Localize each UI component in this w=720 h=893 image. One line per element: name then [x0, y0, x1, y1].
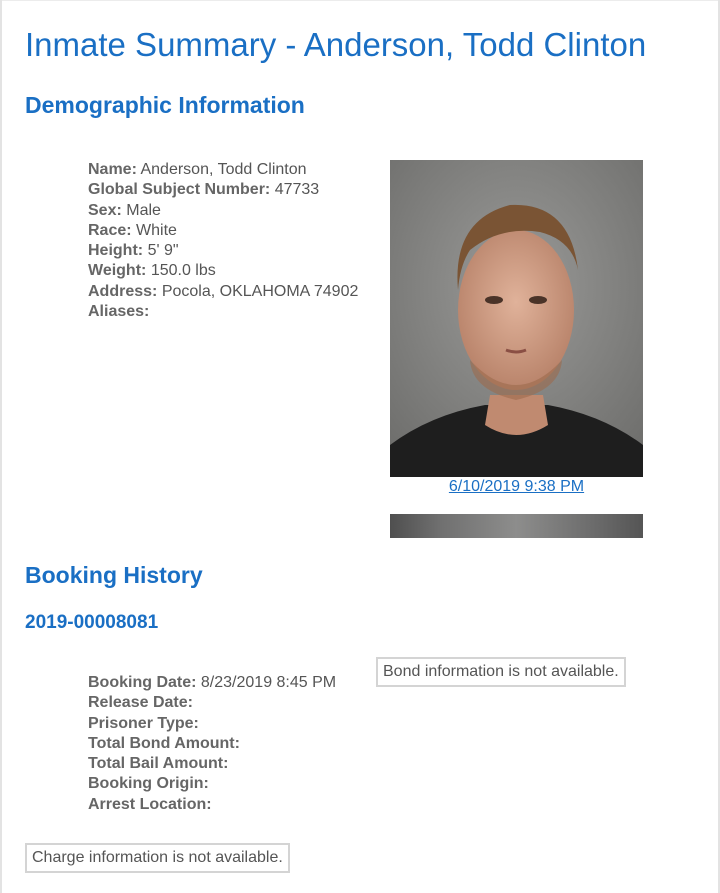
field-label: Arrest Location:: [88, 795, 212, 813]
field-value: 8/23/2019 8:45 PM: [200, 674, 337, 691]
field-value: White: [136, 221, 177, 239]
field-label: Height:: [88, 242, 144, 260]
mugshot-photo[interactable]: [390, 160, 643, 477]
field-release-date: [88, 693, 336, 713]
field-label: Prisoner Type:: [88, 714, 199, 732]
field-booking-date: [88, 673, 336, 693]
field-value: 47733: [274, 181, 320, 199]
field-booking-origin: [88, 774, 336, 794]
bond-info-box: Bond information is not available.: [376, 657, 626, 687]
field-label: Total Bail Amount:: [88, 755, 229, 773]
field-label: Booking Origin:: [88, 775, 209, 793]
field-height: [88, 241, 358, 261]
field-value: 150.0 lbs: [150, 262, 216, 280]
photo-date-link[interactable]: 6/10/2019 9:38 PM: [448, 478, 585, 495]
field-address: [88, 282, 358, 302]
demographic-fields: [88, 160, 358, 322]
booking-history-heading: Booking History: [25, 562, 203, 588]
field-prisoner-type: [88, 714, 336, 734]
field-value: 5' 9": [147, 242, 179, 260]
booking-fields: [88, 673, 336, 815]
field-total-bail-amount: [88, 754, 336, 774]
field-label: Total Bond Amount:: [88, 734, 240, 752]
field-total-bond-amount: [88, 734, 336, 754]
charge-info-box: Charge information is not available.: [25, 843, 290, 873]
page-title: Inmate Summary - Anderson, Todd Clinton: [25, 26, 647, 63]
field-value: Male: [126, 201, 161, 219]
demographic-heading: Demographic Information: [25, 92, 305, 118]
field-aliases: [88, 302, 358, 322]
field-label: Global Subject Number:: [88, 181, 271, 199]
field-label: Weight:: [88, 262, 147, 280]
field-label: Booking Date:: [88, 674, 197, 691]
page-top-border: [0, 0, 720, 1]
field-name: [88, 160, 358, 180]
field-global-subject-number: [88, 180, 358, 200]
field-label: Name:: [88, 161, 137, 178]
field-weight: [88, 261, 358, 281]
field-value: Anderson, Todd Clinton: [140, 161, 307, 178]
additional-mugshot-photo[interactable]: [390, 514, 643, 538]
field-label: Release Date:: [88, 694, 193, 712]
field-label: Sex:: [88, 201, 122, 219]
field-label: Race:: [88, 221, 132, 239]
person-silhouette-icon: [390, 160, 643, 477]
field-value: Pocola, OKLAHOMA 74902: [161, 282, 359, 300]
field-label: Aliases:: [88, 303, 150, 321]
page-left-border: [0, 0, 2, 893]
field-label: Address:: [88, 282, 158, 300]
booking-number: 2019-00008081: [25, 612, 159, 633]
field-sex: [88, 201, 358, 221]
field-race: [88, 221, 358, 241]
field-arrest-location: [88, 795, 336, 815]
